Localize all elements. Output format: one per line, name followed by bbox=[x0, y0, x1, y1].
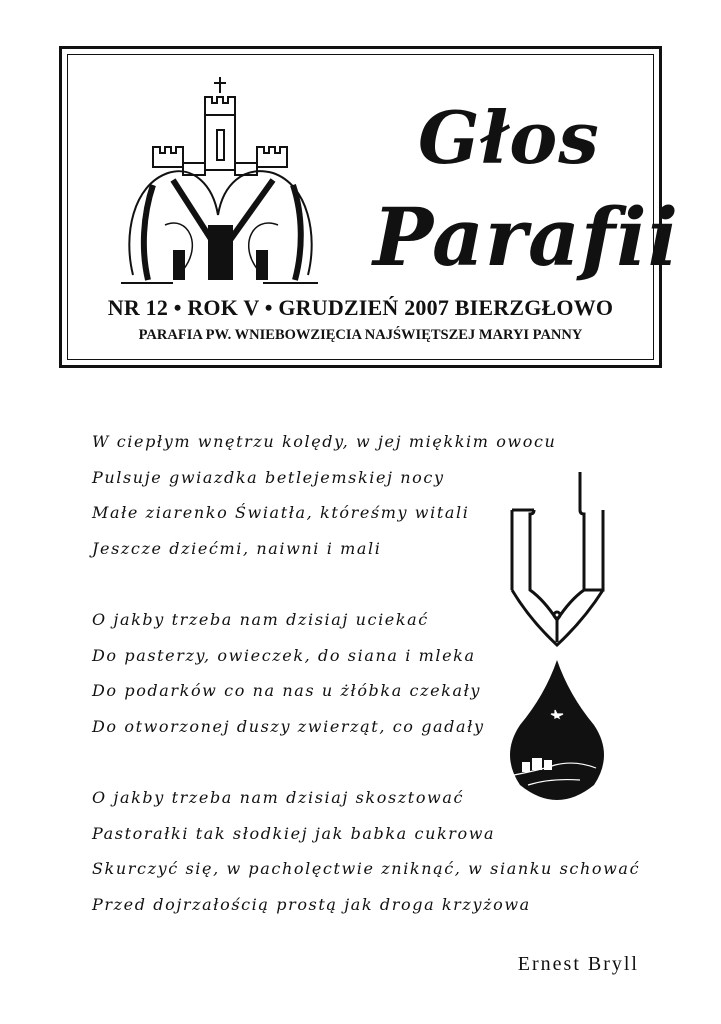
poem-line: O jakby trzeba nam dzisiaj skosztować bbox=[92, 788, 465, 807]
poem-line: Jeszcze dziećmi, naiwni i mali bbox=[92, 538, 382, 558]
poem-line: Pulsuje gwiazdka betlejemskiej nocy bbox=[92, 467, 445, 487]
poem-line: Do pasterzy, owieczek, do siana i mleka bbox=[92, 645, 476, 665]
poem-line: W ciepłym wnętrzu kolędy, w jej miękkim owocu bbox=[92, 432, 557, 451]
title-line-1: Głos bbox=[418, 95, 600, 180]
poem-line: Do podarków co na nas u żłóbka czekały bbox=[92, 681, 482, 700]
issue-line: NR 12 • ROK V • GRUDZIEŃ 2007 BIERZGŁOWO bbox=[107, 295, 614, 320]
masthead-inner-frame bbox=[67, 54, 680, 360]
title-line-2: Parafii bbox=[373, 190, 680, 284]
masthead bbox=[59, 46, 680, 368]
poem-line: Do otworzonej duszy zwierząt, co gadały bbox=[92, 716, 485, 736]
poem-line: Skurczyć się, w pacholęctwie zniknąć, w sianku schować bbox=[92, 859, 641, 878]
poem-line: Małe ziarenko Światła, któreśmy witali bbox=[92, 503, 470, 522]
poem-line: O jakby trzeba nam dzisiaj uciekać bbox=[92, 610, 429, 629]
parish-line: PARAFIA PW. WNIEBOWZIĘCIA NAJŚWIĘTSZEJ MARYI PANNY bbox=[138, 327, 583, 343]
poem-line: Przed dojrzałością prostą jak droga krzyżowa bbox=[92, 894, 531, 914]
poem-line: Pastorałki tak słodkiej jak babka cukrowa bbox=[92, 823, 496, 843]
pen-nib-ink-drop-icon bbox=[500, 470, 615, 815]
poem-author: Ernest Bryll bbox=[517, 953, 639, 975]
church-towers-monogram-icon bbox=[113, 75, 328, 295]
